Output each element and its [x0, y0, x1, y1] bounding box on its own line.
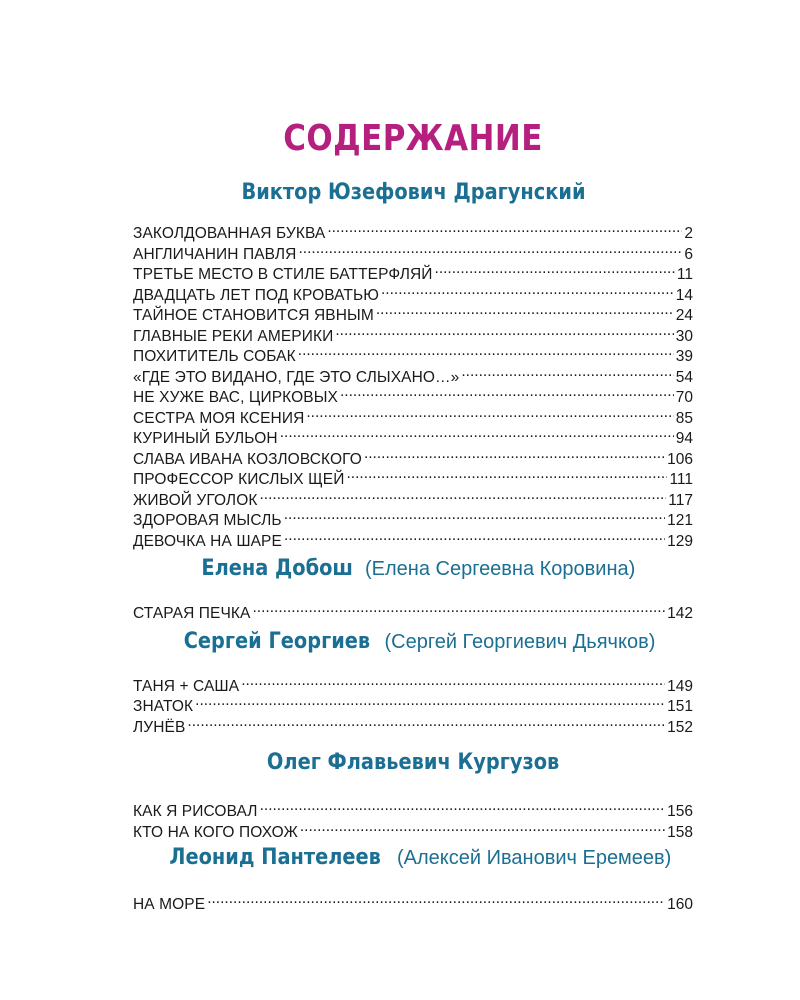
entry-title: ДЕВОЧКА НА ШАРЕ — [133, 532, 282, 550]
entry-title: ТАЙНОЕ СТАНОВИТСЯ ЯВНЫМ — [133, 307, 374, 324]
dot-leader — [260, 485, 667, 505]
entry-title: ЗДОРОВАЯ МЫСЛЬ — [133, 512, 282, 529]
toc-entry — [133, 218, 693, 242]
dot-leader — [335, 321, 673, 341]
dot-leader — [327, 218, 682, 238]
page-number: 6 — [684, 245, 693, 263]
toc-sections — [133, 176, 693, 913]
page-number: 149 — [667, 677, 693, 695]
dot-leader — [346, 464, 667, 484]
toc-entry — [133, 671, 693, 695]
entry-list — [133, 796, 693, 841]
page-number: 2 — [684, 225, 693, 242]
entry-list — [133, 889, 693, 913]
entry-title: «ГДЕ ЭТО ВИДАНО, ГДЕ ЭТО СЛЫХАНО…» — [133, 368, 460, 386]
entry-list — [133, 218, 693, 550]
page-number: 106 — [667, 450, 693, 468]
entry-title: КАК Я РИСОВАЛ — [133, 803, 258, 820]
dot-leader — [381, 280, 674, 300]
section-header — [133, 841, 693, 875]
page-number: 11 — [676, 266, 693, 283]
page-number: 14 — [675, 286, 693, 304]
entry-list — [133, 598, 693, 622]
dot-leader — [260, 796, 666, 816]
page-number: 94 — [675, 430, 693, 447]
entry-title: ТАНЯ + САША — [133, 677, 240, 695]
entry-title: СЛАВА ИВАНА КОЗЛОВСКОГО — [133, 450, 362, 468]
dot-leader — [435, 259, 675, 279]
entry-title: ЖИВОЙ УГОЛОК — [133, 491, 258, 509]
page-number: 24 — [675, 307, 693, 324]
page-number: 30 — [675, 327, 693, 345]
dot-leader — [253, 598, 666, 618]
toc-entry — [133, 598, 693, 622]
section-header — [133, 176, 693, 210]
page-number: 121 — [667, 512, 693, 529]
entry-title: КУРИНЫЙ БУЛЬОН — [133, 430, 278, 447]
entry-title: КТО НА КОГО ПОХОЖ — [133, 823, 298, 841]
page-number: 158 — [667, 823, 693, 841]
page-number: 85 — [675, 409, 693, 427]
author-real-name: (Сергей Георгиевич Дьячков) — [384, 630, 656, 653]
entry-title: СЕСТРА МОЯ КСЕНИЯ — [133, 409, 305, 427]
entry-title: ЛУНЁВ — [133, 718, 186, 736]
section-header — [133, 552, 693, 586]
entry-title: ГЛАВНЫЕ РЕКИ АМЕРИКИ — [133, 327, 334, 345]
section-header — [133, 746, 693, 780]
page-number: 39 — [675, 348, 693, 365]
dot-leader — [284, 526, 665, 546]
toc-entry — [133, 691, 693, 715]
toc-section — [133, 746, 693, 841]
toc-section — [133, 176, 693, 550]
toc-section — [133, 552, 693, 622]
entry-title: ПРОФЕССОР КИСЛЫХ ЩЕЙ — [133, 471, 345, 488]
entry-title: ЗАКОЛДОВАННАЯ БУКВА — [133, 225, 326, 242]
dot-leader — [461, 362, 673, 382]
author-name: Сергей Георгиев — [183, 628, 370, 654]
toc-section — [133, 625, 693, 736]
entry-title: ДВАДЦАТЬ ЛЕТ ПОД КРОВАТЬЮ — [133, 286, 379, 304]
dot-leader — [207, 889, 665, 909]
page-number: 160 — [667, 896, 693, 913]
author-name: Виктор Юзефович Драгунский — [240, 180, 586, 205]
entry-list — [133, 671, 693, 736]
dot-leader — [187, 712, 665, 732]
entry-title: ЗНАТОК — [133, 698, 194, 715]
dot-leader — [300, 817, 665, 837]
toc-entry — [133, 796, 693, 820]
page-number: 151 — [667, 698, 693, 715]
dot-leader — [298, 341, 674, 361]
page-number: 152 — [667, 718, 693, 736]
dot-leader — [284, 505, 665, 525]
section-header — [133, 625, 693, 659]
author-name: Олег Флавьевич Кургузов — [266, 750, 560, 775]
dot-leader — [340, 382, 674, 402]
page-number: 156 — [667, 803, 693, 820]
entry-title: ПОХИТИТЕЛЬ СОБАК — [133, 348, 296, 365]
entry-title: НЕ ХУЖЕ ВАС, ЦИРКОВЫХ — [133, 389, 338, 406]
entry-title: НА МОРЕ — [133, 896, 206, 913]
entry-title: СТАРАЯ ПЕЧКА — [133, 605, 251, 622]
toc-title: СОДЕРЖАНИЕ — [283, 118, 543, 159]
dot-leader — [241, 671, 665, 691]
dot-leader — [280, 423, 674, 443]
toc-entry — [133, 889, 693, 913]
page-number: 54 — [675, 368, 693, 386]
dot-leader — [306, 403, 673, 423]
entry-title: АНГЛИЧАНИН ПАВЛЯ — [133, 245, 297, 263]
page-number: 111 — [669, 471, 693, 488]
toc-entry — [133, 712, 693, 736]
toc-section — [133, 841, 693, 913]
page-number: 142 — [667, 605, 693, 622]
page-number: 129 — [667, 532, 693, 550]
dot-leader — [364, 444, 665, 464]
author-name: Леонид Пантелеев — [169, 845, 381, 870]
author-real-name: (Алексей Иванович Еремеев) — [397, 847, 672, 869]
dot-leader — [298, 239, 682, 259]
author-name: Елена Добош — [201, 556, 353, 581]
page-number: 70 — [675, 389, 693, 406]
dot-leader — [376, 300, 674, 320]
author-real-name: (Елена Сергеевна Коровина) — [365, 558, 636, 580]
entry-title: ТРЕТЬЕ МЕСТО В СТИЛЕ БАТТЕРФЛЯЙ — [133, 266, 433, 283]
dot-leader — [195, 691, 665, 711]
page-number: 117 — [668, 491, 693, 509]
